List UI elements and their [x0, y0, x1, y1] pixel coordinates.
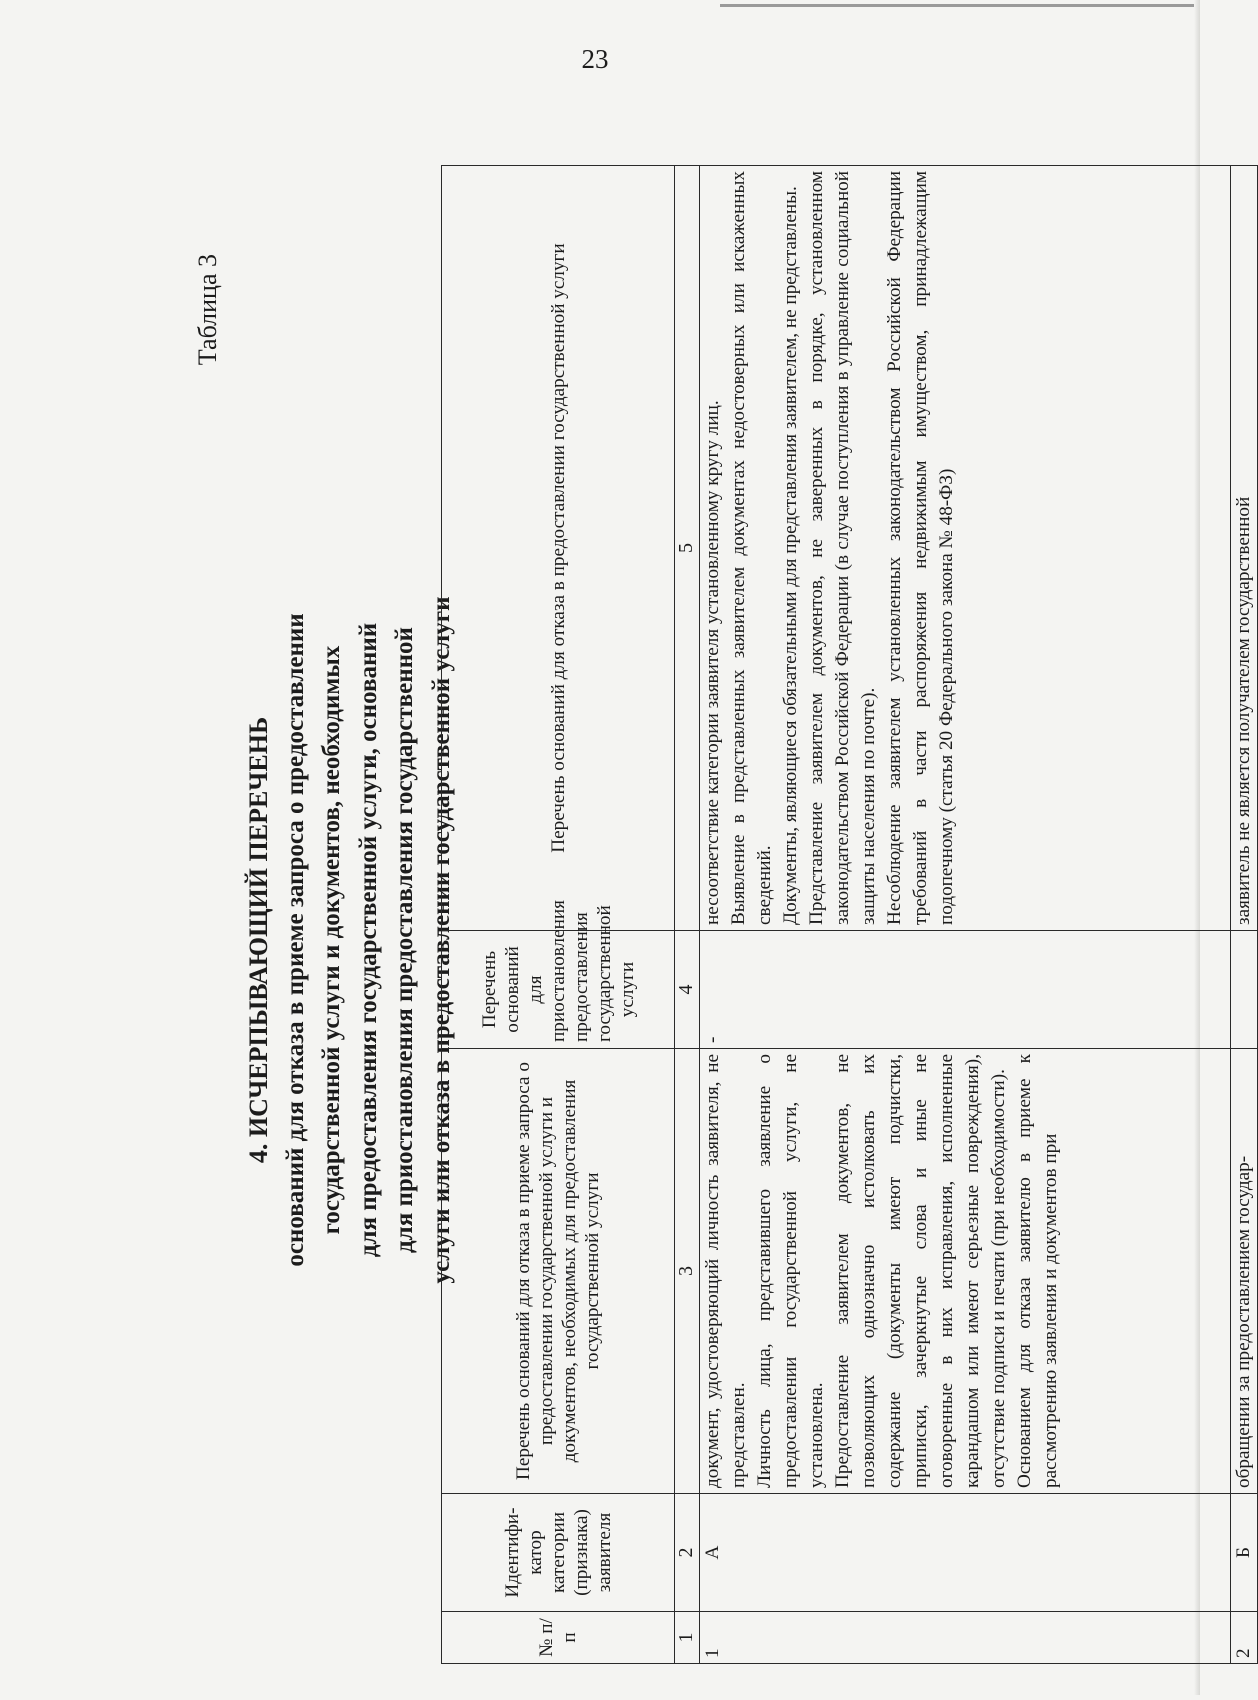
- reception-refusal-item: Предоставление заявителем документов, не позволяющих однозначно истолковать их содержание (документы имеют подчистки, приписки, зачеркнутые слова и иные не оговоренные в них исправления, исполненные карандашом или имеют серьезные повреждения), отсутствие подписи и печати (при необходимости).: [832, 1054, 1009, 1488]
- column-number: 5: [675, 166, 700, 931]
- reception-refusal-item: обращении за предоставлением государ-: [1233, 1155, 1254, 1488]
- category-id: А: [700, 1494, 1231, 1612]
- service-refusal-item: заявитель не является получателем государственной: [1233, 496, 1254, 925]
- heading-line: услуги или отказа в предоставлении государственной услуги: [427, 596, 455, 1284]
- category-id: Б: [1231, 1494, 1258, 1612]
- heading-title: 4. ИСЧЕРПЫВАЮЩИЙ ПЕРЕЧЕНЬ: [244, 716, 273, 1164]
- service-refusal-item: Представление заявителем документов, не заверенных в порядке, установленном законодательством Российской Федерации (в случае поступления в управление социальной защиты населения по почте).: [806, 171, 879, 925]
- header-suspension: Перечень оснований для приостановления предоставления государственной услуги: [442, 931, 675, 1049]
- header-reception-refusal: Перечень оснований для отказа в приеме запроса о предоставлении государственной услуги и документов, необходимых для предоставления государственной услуги: [442, 1049, 675, 1494]
- column-number: 4: [675, 931, 700, 1049]
- service-refusal-cell: [1231, 166, 1258, 931]
- page-edge-rule: [720, 4, 1200, 7]
- header-number: № п/п: [442, 1612, 675, 1664]
- reception-refusal-item: документ, удостоверяющий личность заявителя, не представлен.: [702, 1054, 749, 1488]
- table-caption: Таблица 3: [193, 254, 222, 366]
- page-number: 23: [581, 44, 609, 74]
- row-number: 2: [1231, 1612, 1258, 1664]
- column-number: 3: [675, 1049, 700, 1494]
- document-heading: [241, 480, 460, 1400]
- grounds-table: [441, 165, 1258, 1664]
- suspension-cell: -: [700, 931, 1231, 1049]
- header-service-refusal: Перечень оснований для отказа в предоставлении государственной услуги: [442, 166, 675, 931]
- rotated-content: [95, 129, 1254, 1700]
- reception-refusal-cell: [700, 1049, 1231, 1494]
- table-header-row: [442, 166, 675, 1664]
- column-number-row: [675, 166, 700, 1664]
- heading-line: оснований для отказа в приеме запроса о предоставлении: [281, 613, 309, 1267]
- service-refusal-item: Документы, являющиеся обязательными для представления заявителем, не представлены.: [780, 186, 801, 925]
- suspension-cell: [1231, 931, 1258, 1049]
- reception-refusal-item: Основанием для отказа заявителю в приеме к рассмотрению заявления и документов при: [1014, 1054, 1061, 1488]
- heading-line: государственной услуги и документов, необходимых: [318, 645, 345, 1235]
- column-number: 2: [675, 1494, 700, 1612]
- service-refusal-cell: [700, 166, 1231, 931]
- heading-line: для предоставления государственной услуги, оснований: [354, 622, 382, 1258]
- header-category-id: Идентифи-катор категории (признака) заявителя: [442, 1494, 675, 1612]
- reception-refusal-cell: [1231, 1049, 1258, 1494]
- service-refusal-item: Несоблюдение заявителем установленных законодательством Российской Федерации требований в части распоряжения недвижимым имуществом, принадлежащим подопечному (статья 20 Федерального закона № 48-ФЗ): [884, 171, 957, 925]
- table-row: [1231, 166, 1258, 1664]
- service-refusal-item: несоответствие категории заявителя установленному кругу лиц.: [702, 400, 723, 925]
- row-number: 1: [700, 1612, 1231, 1664]
- service-refusal-item: Выявление в представленных заявителем документах недостоверных или искаженных сведений.: [728, 171, 775, 925]
- column-number: 1: [675, 1612, 700, 1664]
- table-row: [700, 166, 1231, 1664]
- heading-line: для приостановления предоставления государственной: [391, 627, 418, 1253]
- reception-refusal-item: Личность лица, представившего заявление о предоставлении государственной услуги, не установлена.: [754, 1054, 827, 1488]
